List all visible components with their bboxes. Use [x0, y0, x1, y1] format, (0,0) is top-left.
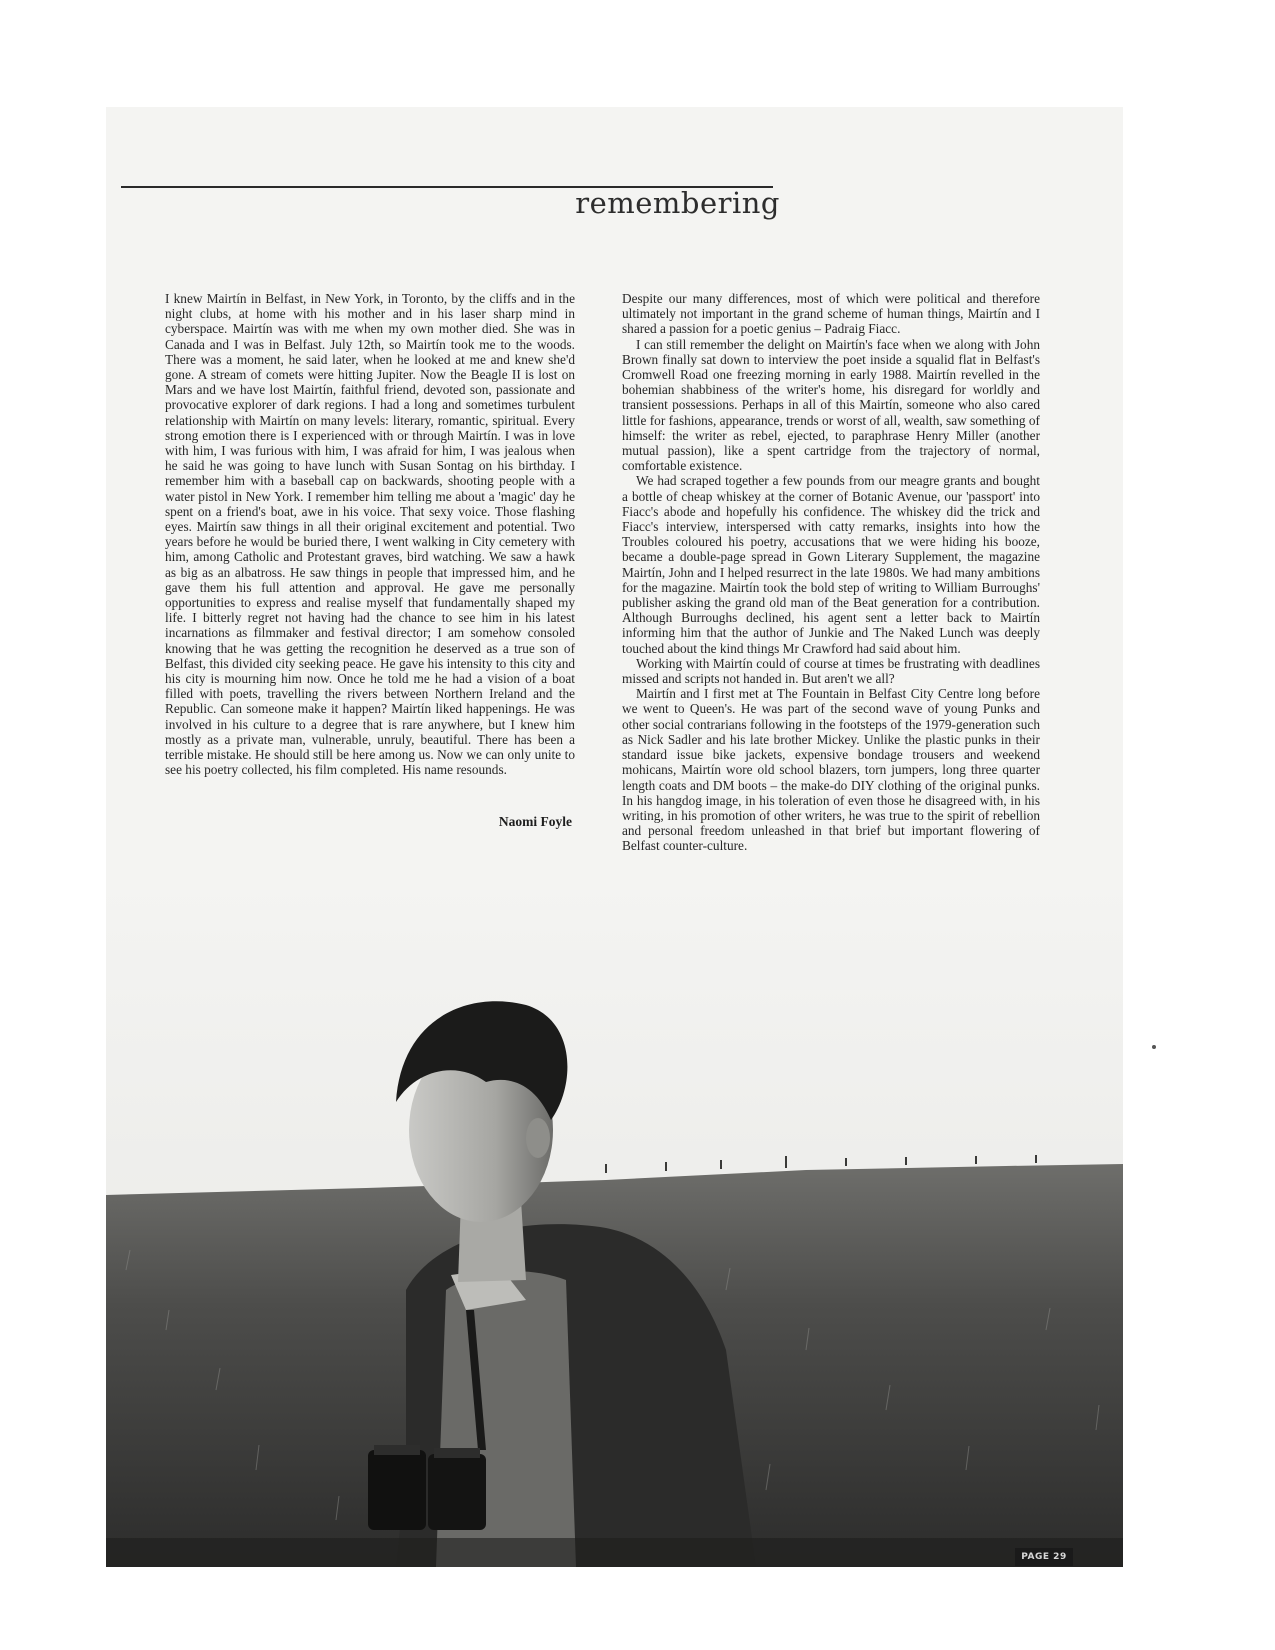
left-column-text: I knew Mairtín in Belfast, in New York, in Toronto, by the cliffs and in the night clubs, at home with his mother and in his laser sharp mind in cyberspace. Mairtín was with me when my own mother died. She was in Canada and I was in Belfast. July 12th, so Mairtín took me to the woods. There was a moment, he said later, when he looked at me and knew she'd gone. A stream of comets were hitting Jupiter. Now the Beagle II is lost on Mars and we have lost Mairtín, faithful friend, devoted son, passionate and provocative explorer of dark regions. I had a long and sometimes turbulent relationship with Mairtín on many levels: literary, romantic, spiritual. Every strong emotion there is I experienced with or through Mairtín. I was in love with him, I was furious with him, I was afraid for him, I was jealous when he said he was going to have lunch with Susan Sontag on his birthday. I remember him with a baseball cap on backwards, shooting people with a water pistol in New York. I remember him telling me about a 'magic' day he spent on a friend's boat, awe in his voice. That sexy voice. Those flashing eyes. Mairtín saw things in all their original excitement and potential. Two years before he would be buried there, I went walking in City cemetery with him, among Catholic and Protestant graves, bird watching. We saw a hawk as big as an albatross. He saw things in people that impressed him, and he gave them his full attention and approval. He gave me personally opportunities to express and realise myself that fundamentally shaped my life. I bitterly regret not having had the chance to see him in his latest incarnations as filmmaker and festival director; I am somehow consoled knowing that he was getting the recognition he deserved as a true son of Belfast, this divided city seeking peace. He gave his intensity to this city and his city is mourning him now. Once he told me he had a vision of a boat filled with poets, travelling the rivers between Northern Ireland and the Republic. Can someone make it happen? Mairtín liked happenings. He was involved in his culture to a degree that is rare anywhere, but I knew him mostly as a private man, vulnerable, unruly, beautiful. There has been a terrible mistake. He should still be here among us. Now we can only unite to see his poetry collected, his film completed. His name resounds.: [165, 291, 575, 778]
right-column-article: [622, 291, 1040, 854]
left-column-article: [165, 291, 575, 778]
right-paragraph: Despite our many differences, most of which were political and therefore ultimately not important in the grand scheme of human things, Mairtín and I shared a passion for a poetic genius – Padraig Fiacc.: [622, 291, 1040, 337]
portrait-photo: [106, 870, 1123, 1567]
right-paragraph: We had scraped together a few pounds from our meagre grants and bought a bottle of cheap whiskey at the corner of Botanic Avenue, our 'passport' into Fiacc's abode and hopefully his confidence. The whiskey did the trick and Fiacc's interview, interspersed with catty remarks, insights into how the Troubles coloured his poetry, accusations that we were hiding his booze, became a double-page spread in Gown Literary Supplement, the magazine Mairtín, John and I helped resurrect in the late 1980s. We had many ambitions for the magazine. Mairtín took the bold step of writing to William Burroughs' publisher asking the grand old man of the Beat generation for a contribution. Although Burroughs declined, his agent sent a letter back to Mairtín informing him that the author of Junkie and The Naked Lunch was deeply touched about the kind things Mr Crawford had said about him.: [622, 473, 1040, 656]
right-paragraph: Mairtín and I first met at The Fountain in Belfast City Centre long before we went to Queen's. He was part of the second wave of young Punks and other social contrarians following in the footsteps of the 1979-generation such as Nick Sadler and his late brother Mickey. Unlike the plastic punks in their standard issue bike jackets, expensive bondage trousers and weekend mohicans, Mairtín wore old school blazers, torn jumpers, long three quarter length coats and DM boots – the make-do DIY clothing of the original punks. In his hangdog image, in his toleration of even those he disagreed with, in his writing, in his promotion of other writers, he was true to the spirit of rebellion and personal freedom unleashed in that brief but important flowering of Belfast counter-culture.: [622, 686, 1040, 854]
byline-naomi-foyle: Naomi Foyle: [498, 814, 572, 829]
scan-speck: [1152, 1045, 1156, 1049]
section-title: remembering: [575, 186, 780, 220]
right-paragraph: Working with Mairtín could of course at times be frustrating with deadlines missed and scripts not handed in. But aren't we all?: [622, 655, 1040, 687]
right-paragraph: I can still remember the delight on Mairtín's face when we along with John Brown finally sat down to interview the poet inside a squalid flat in Belfast's Cromwell Road one freezing morning in early 1988. Mairtín revelled in the bohemian shabbiness of the writer's home, his disregard for worldly and transient possessions. Perhaps in all of this Mairtín, someone who also cared little for fashions, appearance, trends or worst of all, wealth, saw something of himself: the writer as rebel, ejected, to paraphrase Henry Miller (another mutual passion), like a spent cartridge from the trajectory of normal, comfortable existence.: [622, 336, 1040, 474]
page-number-tag: PAGE 29: [1015, 1548, 1073, 1566]
